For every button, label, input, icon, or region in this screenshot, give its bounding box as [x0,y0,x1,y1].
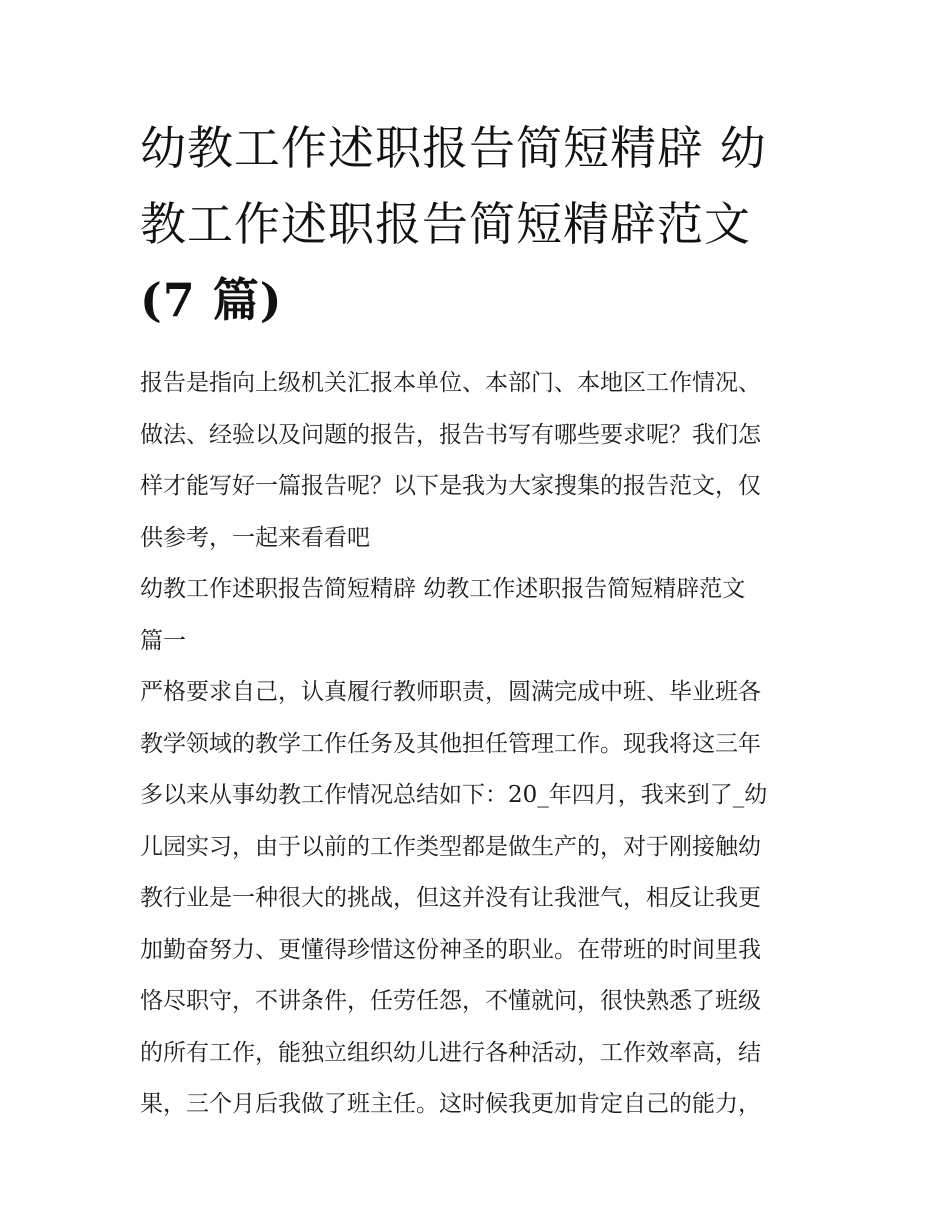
intro-paragraph [140,358,820,564]
text-line: 教学领域的教学工作任务及其他担任管理工作。现我将这三年 [140,730,761,757]
text-line: 供参考，一起来看看吧 [140,524,370,551]
text-line: 果，三个月后我做了班主任。这时候我更加肯定自己的能力， [140,1091,761,1117]
text-line: 的所有工作，能独立组织幼儿进行各种活动，工作效率高，结 [140,1039,761,1066]
title-line: 教工作述职报告简短精辟范文 [140,197,751,251]
title-line: (7 篇) [140,273,283,327]
body-paragraph [140,667,820,1131]
text-line: 加勤奋努力、更懂得珍惜这份神圣的职业。在带班的时间里我 [140,936,761,963]
title-line: 幼教工作述职报告简短精辟 幼 [140,121,767,175]
text-line: 儿园实习，由于以前的工作类型都是做生产的，对于刚接触幼 [140,833,761,860]
text-line: 报告是指向上级机关汇报本单位、本部门、本地区工作情况、 [140,370,761,396]
text-line: 多以来从事幼教工作情况总结如下：20_年四月，我来到了_幼 [140,782,768,808]
text-line: 严格要求自己，认真履行教师职责，圆满完成中班、毕业班各 [140,679,761,705]
text-line: 篇一 [140,627,186,654]
document-title [140,110,820,338]
text-line: 做法、经验以及问题的报告，报告书写有哪些要求呢？我们怎 [140,421,761,448]
text-line: 样才能写好一篇报告呢？以下是我为大家搜集的报告范文，仅 [140,473,761,499]
text-line: 幼教工作述职报告简短精辟 幼教工作述职报告简短精辟范文 [140,576,746,602]
document-body [140,358,820,1131]
text-line: 教行业是一种很大的挑战，但这并没有让我泄气，相反让我更 [140,885,761,911]
text-line: 恪尽职守，不讲条件，任劳任怨，不懂就问，很快熟悉了班级 [140,988,761,1014]
section-heading [140,564,820,667]
